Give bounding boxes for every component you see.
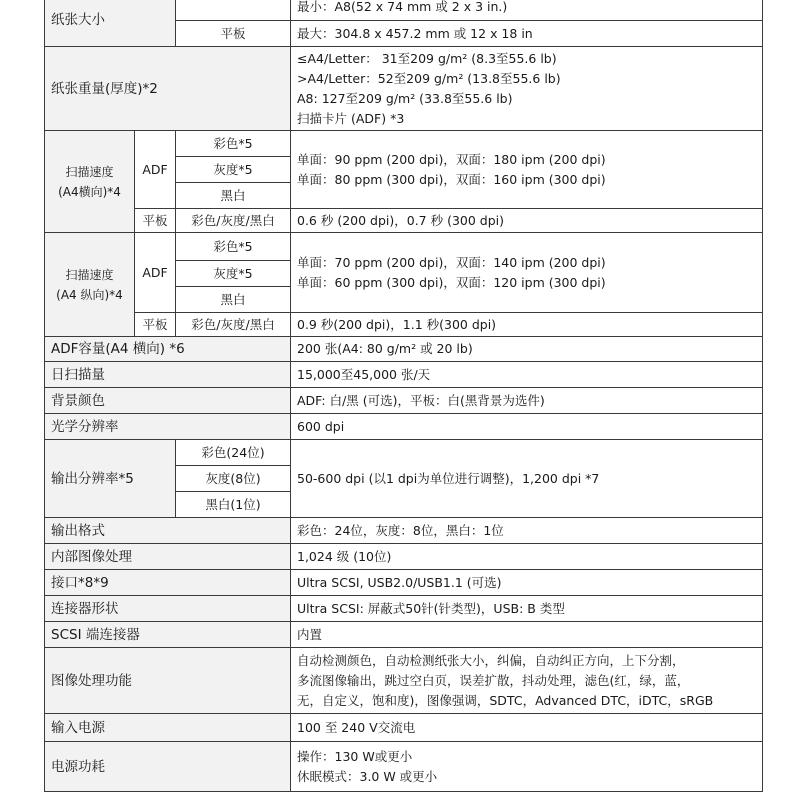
scan-speed-portrait-adf-value <box>291 233 763 313</box>
scan-speed-portrait-line-1: 单面：70 ppm (200 dpi)，双面：140 ipm (200 dpi) <box>297 254 606 270</box>
scan-speed-portrait-flatbed: 平板 <box>135 313 176 337</box>
output-resolution-value: 50-600 dpi (以1 dpi为单位进行调整)，1,200 dpi *7 <box>291 440 763 518</box>
table-row <box>45 622 763 648</box>
paper-size-min-cell <box>176 0 291 21</box>
output-format-label: 输出格式 <box>45 518 291 544</box>
table-row <box>45 570 763 596</box>
table-row <box>45 209 763 233</box>
scan-speed-portrait-label <box>45 233 135 337</box>
table-row <box>45 233 763 261</box>
power-consumption-line-1: 操作：130 W或更小 <box>297 748 413 764</box>
paper-size-flatbed-label: 平板 <box>176 21 291 47</box>
output-resolution-label: 输出分辨率*5 <box>45 440 176 518</box>
paper-size-flatbed-value: 最大：304.8 x 457.2 mm 或 12 x 18 in <box>291 21 763 47</box>
scan-speed-landscape-bw: 黑白 <box>176 183 291 209</box>
table-row <box>45 714 763 742</box>
adf-capacity-value: 200 张(A4: 80 g/m² 或 20 lb) <box>291 337 763 362</box>
table-row <box>45 518 763 544</box>
table-row <box>45 131 763 157</box>
power-input-value: 100 至 240 V交流电 <box>291 714 763 742</box>
paper-weight-label: 纸张重量(厚度)*2 <box>45 47 291 131</box>
image-processing-line-3: 无，自定义，饱和度)，图像强调，SDTC，Advanced DTC，iDTC，sRGB <box>297 692 714 708</box>
paper-weight-line-2: >A4/Letter：52至209 g/m² (13.8至55.6 lb) <box>297 70 561 86</box>
daily-volume-value: 15,000至45,000 张/天 <box>291 362 763 388</box>
power-consumption-label: 电源功耗 <box>45 742 291 792</box>
image-processing-label: 图像处理功能 <box>45 648 291 714</box>
connector-label: 连接器形状 <box>45 596 291 622</box>
scan-speed-portrait-label-1: 扫描速度 <box>65 267 114 282</box>
scan-speed-portrait-bw: 黑白 <box>176 287 291 313</box>
output-resolution-color: 彩色(24位) <box>176 440 291 466</box>
scan-speed-portrait-color: 彩色*5 <box>176 233 291 261</box>
scan-speed-landscape-flatbed-value: 0.6 秒 (200 dpi)，0.7 秒 (300 dpi) <box>291 209 763 233</box>
scan-speed-landscape-color: 彩色*5 <box>176 131 291 157</box>
scan-speed-landscape-label-1: 扫描速度 <box>65 164 114 179</box>
table-row <box>45 362 763 388</box>
paper-weight-value <box>291 47 763 131</box>
internal-processing-value: 1,024 级 (10位) <box>291 544 763 570</box>
optical-resolution-value: 600 dpi <box>291 414 763 440</box>
table-row <box>45 337 763 362</box>
image-processing-value <box>291 648 763 714</box>
scan-speed-landscape-line-2: 单面：80 ppm (300 dpi)，双面：160 ipm (300 dpi) <box>297 171 606 187</box>
scan-speed-landscape-flatbed: 平板 <box>135 209 176 233</box>
paper-size-min-value: 最小：A8(52 x 74 mm 或 2 x 3 in.) <box>291 0 763 21</box>
scan-speed-landscape-gray: 灰度*5 <box>176 157 291 183</box>
table-row <box>45 596 763 622</box>
power-input-label: 输入电源 <box>45 714 291 742</box>
output-format-value: 彩色：24位，灰度：8位，黑白：1位 <box>291 518 763 544</box>
scan-speed-portrait-line-2: 单面：60 ppm (300 dpi)，双面：120 ipm (300 dpi) <box>297 274 606 290</box>
paper-weight-line-3: A8: 127至209 g/m² (33.8至55.6 lb) <box>297 90 513 106</box>
spec-table <box>44 0 763 792</box>
output-resolution-gray: 灰度(8位) <box>176 466 291 492</box>
power-consumption-line-2: 休眠模式：3.0 W 或更小 <box>297 768 438 784</box>
interface-label: 接口*8*9 <box>45 570 291 596</box>
background-color-label: 背景颜色 <box>45 388 291 414</box>
paper-weight-line-1: ≤A4/Letter： 31至209 g/m² (8.3至55.6 lb) <box>297 50 557 66</box>
interface-value: Ultra SCSI, USB2.0/USB1.1 (可选) <box>291 570 763 596</box>
daily-volume-label: 日扫描量 <box>45 362 291 388</box>
table-row <box>45 440 763 466</box>
scan-speed-landscape-line-1: 单面：90 ppm (200 dpi)，双面：180 ipm (200 dpi) <box>297 151 606 167</box>
table-row <box>45 388 763 414</box>
table-row <box>45 47 763 131</box>
scan-speed-landscape-flatbed-mode: 彩色/灰度/黑白 <box>176 209 291 233</box>
scan-speed-landscape-label <box>45 131 135 233</box>
table-row <box>45 313 763 337</box>
table-row <box>45 544 763 570</box>
background-color-value: ADF: 白/黑 (可选)，平板：白(黑背景为选件) <box>291 388 763 414</box>
paper-size-label: 纸张大小 <box>45 0 176 47</box>
table-row <box>45 414 763 440</box>
scan-speed-portrait-flatbed-value: 0.9 秒(200 dpi)，1.1 秒(300 dpi) <box>291 313 763 337</box>
table-row <box>45 648 763 714</box>
connector-value: Ultra SCSI: 屏蔽式50针(针类型)，USB: B 类型 <box>291 596 763 622</box>
internal-processing-label: 内部图像处理 <box>45 544 291 570</box>
image-processing-line-2: 多流图像输出，跳过空白页，误差扩散，抖动处理，滤色(红，绿，蓝， <box>297 672 690 688</box>
table-row <box>45 742 763 792</box>
scsi-terminator-label: SCSI 端连接器 <box>45 622 291 648</box>
table-row <box>45 0 763 21</box>
scan-speed-landscape-adf: ADF <box>135 131 176 209</box>
scan-speed-landscape-adf-value <box>291 131 763 209</box>
scan-speed-portrait-label-2: (A4 纵向)*4 <box>56 287 123 302</box>
image-processing-line-1: 自动检测颜色，自动检测纸张大小，纠偏，自动纠正方向，上下分割， <box>297 652 685 668</box>
scan-speed-portrait-flatbed-mode: 彩色/灰度/黑白 <box>176 313 291 337</box>
scan-speed-portrait-adf: ADF <box>135 233 176 313</box>
optical-resolution-label: 光学分辨率 <box>45 414 291 440</box>
scan-speed-portrait-gray: 灰度*5 <box>176 261 291 287</box>
scsi-terminator-value: 内置 <box>291 622 763 648</box>
power-consumption-value <box>291 742 763 792</box>
adf-capacity-label: ADF容量(A4 横向) *6 <box>45 337 291 362</box>
paper-weight-line-4: 扫描卡片 (ADF) *3 <box>297 110 405 126</box>
output-resolution-bw: 黑白(1位) <box>176 492 291 518</box>
scan-speed-landscape-label-2: (A4横向)*4 <box>58 184 121 199</box>
